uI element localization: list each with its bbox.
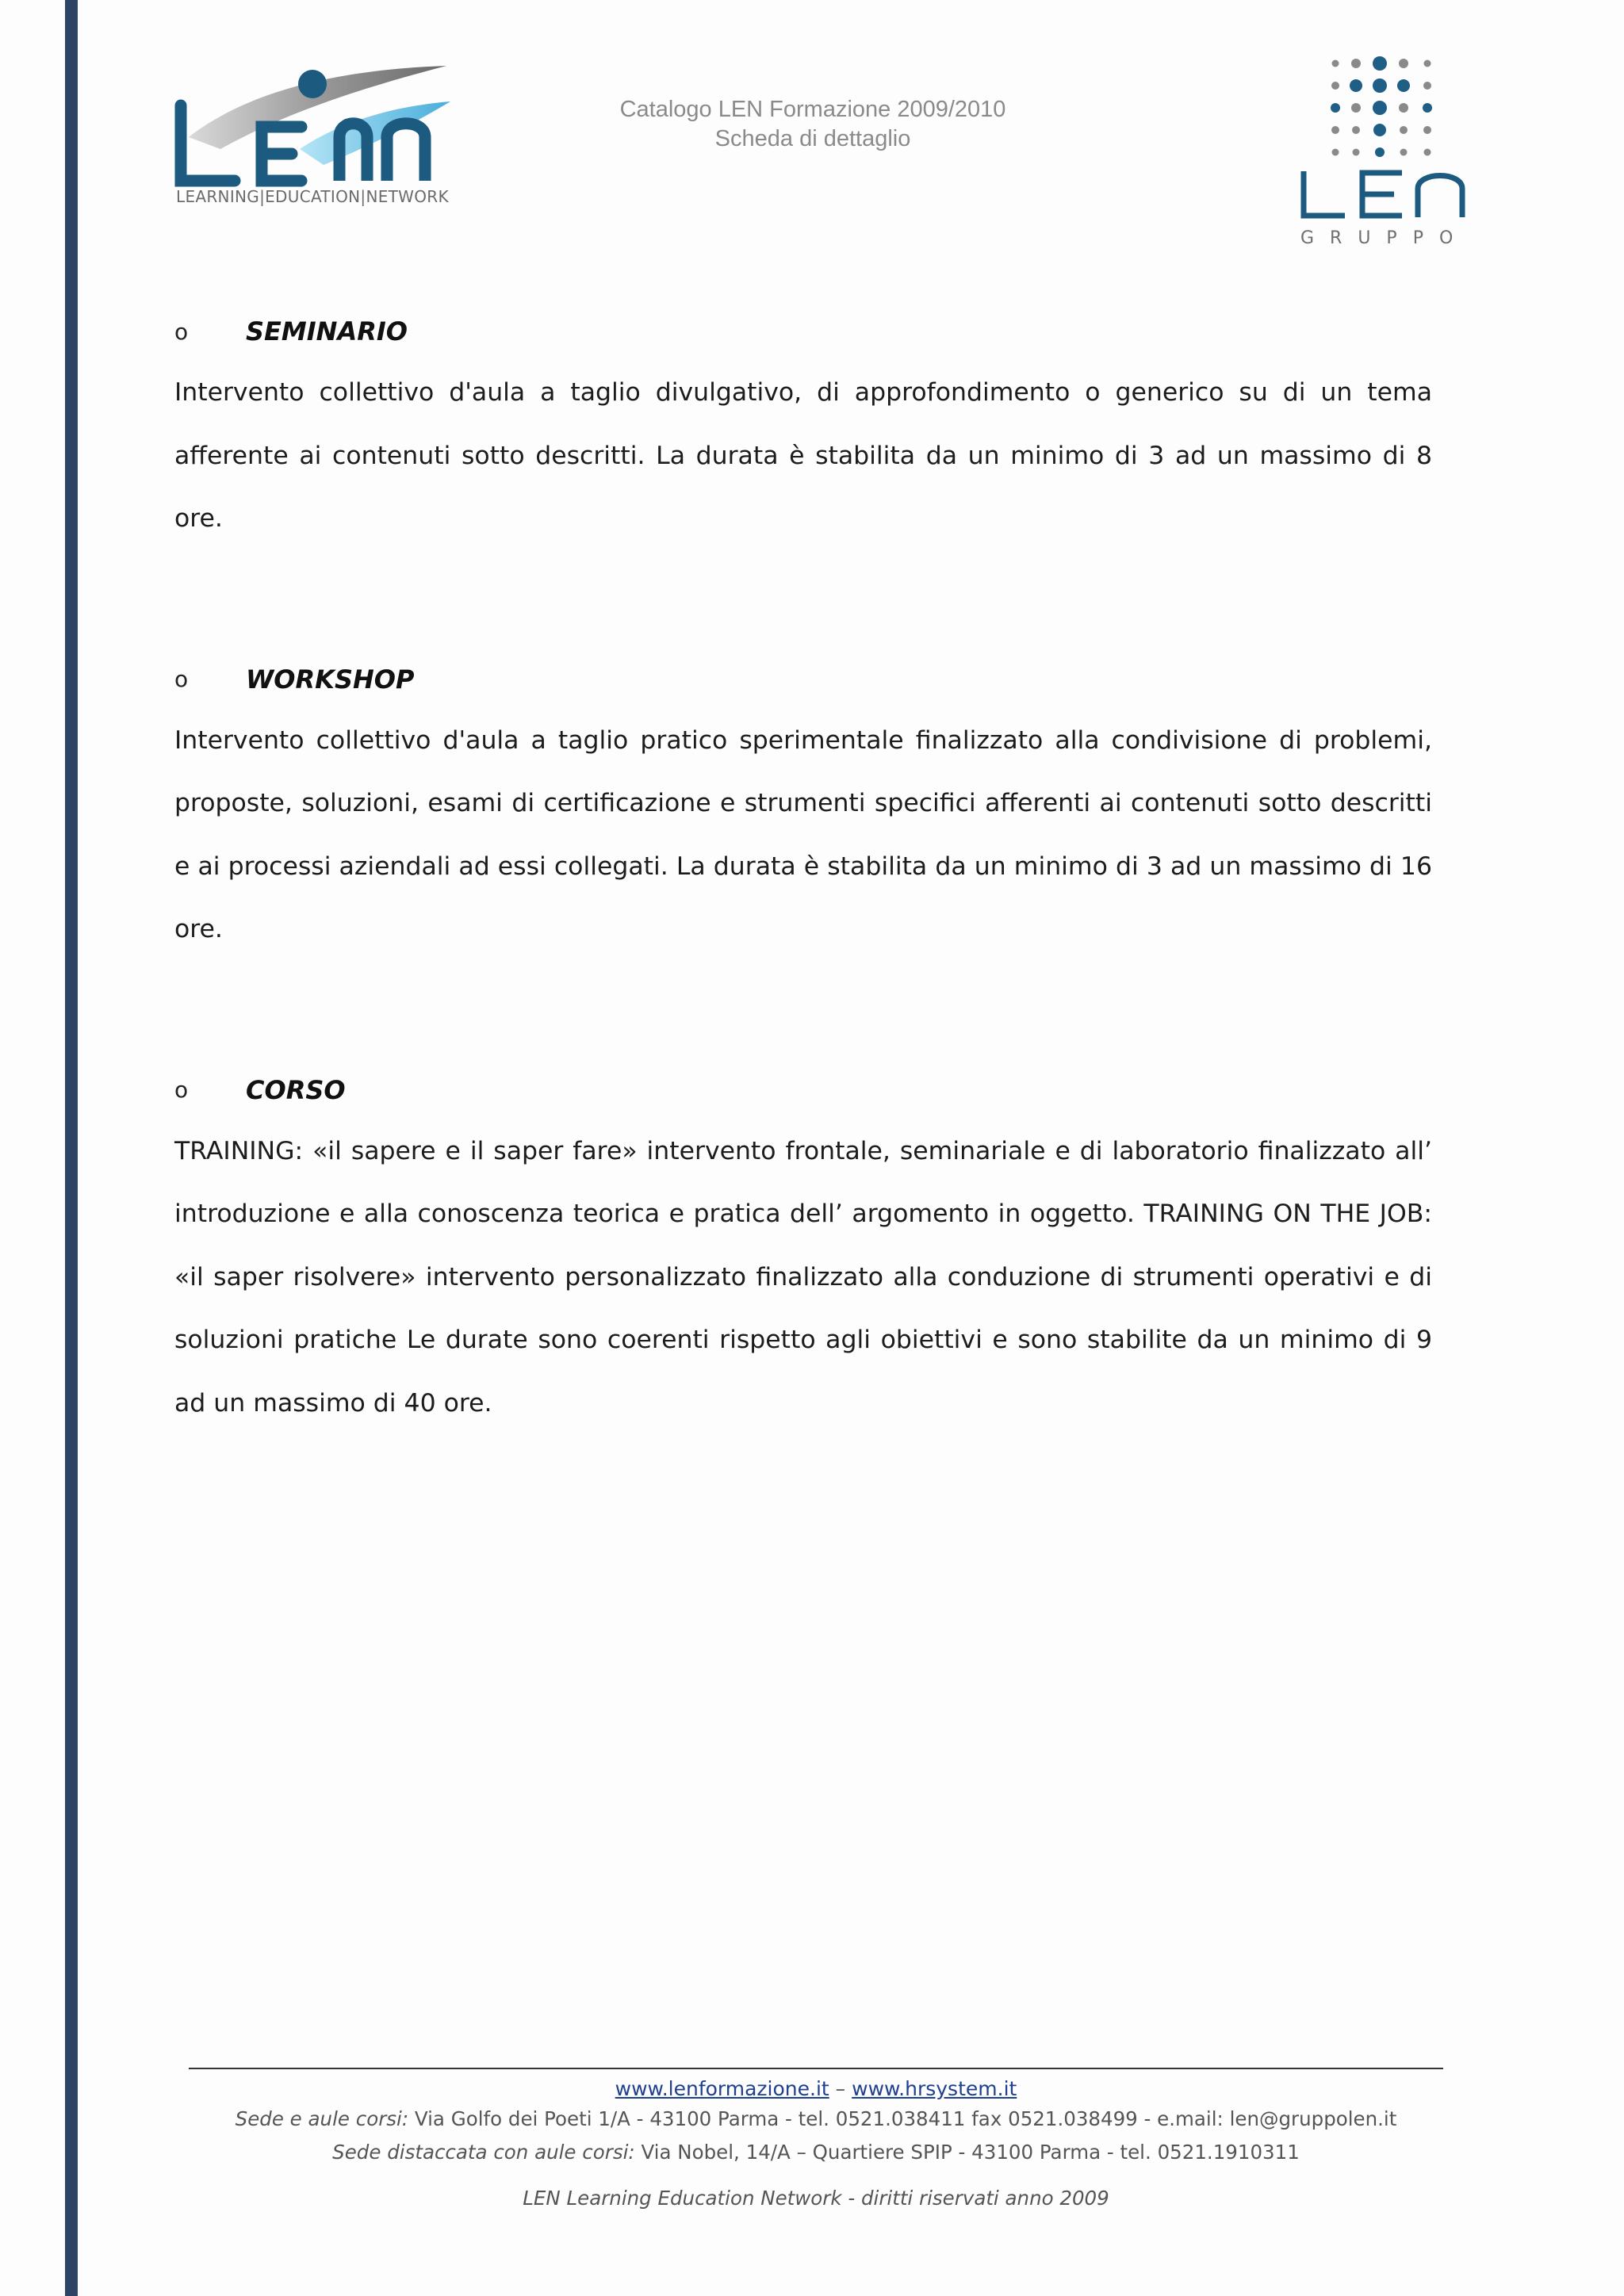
footer-address-main (189, 2103, 1443, 2136)
footer-rights: LEN Learning Education Network - diritti riservati anno 2009 (523, 2187, 1109, 2210)
footer-address-main-label: Sede e aule corsi: (235, 2107, 409, 2130)
bullet-icon: o (174, 1077, 189, 1103)
footer-address-secondary-text: Via Nobel, 14/A – Quartiere SPIP - 43100 Parma - tel. 0521.1910311 (634, 2141, 1300, 2164)
footer-address-main-text: Via Golfo dei Poeti 1/A - 43100 Parma - tel. 0521.038411 fax 0521.038499 - e.mail: len@gruppolen.it (408, 2107, 1397, 2130)
footer-address-secondary-label: Sede distaccata con aule corsi: (332, 2141, 635, 2164)
section-title: WORKSHOP (246, 664, 415, 695)
bullet-icon: o (174, 666, 189, 692)
footer-address-secondary (189, 2136, 1443, 2169)
section-text: Intervento collettivo d'aula a taglio pratico sperimentale finalizzato alla condivisione di problemi, proposte, soluzioni, esami di certificazione e strumenti specifici afferenti ai contenuti sotto descritti e ai processi aziendali ad essi collegati. La durata è stabilita da un minimo di 3 ad un massimo di 16 ore. (174, 725, 1432, 943)
dot-grid-icon (1294, 54, 1469, 165)
page-footer (189, 2076, 1443, 2210)
len-gruppo-subtitle: GRUPPO (1300, 228, 1469, 248)
lenformazione-link[interactable]: www.lenformazione.it (615, 2077, 829, 2100)
document-body (174, 301, 1432, 1435)
hrsystem-link[interactable]: www.hrsystem.it (852, 2077, 1017, 2100)
footer-link-separator: – (835, 2077, 846, 2100)
section-workshop (174, 649, 1432, 962)
len-gruppo-wordmark (1299, 168, 1467, 220)
bullet-icon: o (174, 318, 189, 345)
len-logo-tagline: LEARNING|EDUCATION|NETWORK (176, 187, 449, 206)
section-corso (174, 1060, 1432, 1436)
footer-divider (189, 2068, 1443, 2069)
section-text: Intervento collettivo d'aula a taglio divulgativo, di approfondimento o generico su di un tema afferente ai contenuti sotto descritti. La durata è stabilita da un minimo di 3 ad un massimo di 8 ore. (174, 378, 1432, 533)
catalog-subtitle: Scheda di dettaglio (714, 126, 911, 151)
section-title: SEMINARIO (246, 316, 408, 346)
section-seminario (174, 301, 1432, 551)
section-text: TRAINING: «il sapere e il saper fare» intervento frontale, seminariale e di laboratorio finalizzato all’ introduzione e alla conoscenza teorica e pratica dell’ argomento in oggetto. TRAINING ON THE JOB: «il saper risolvere» intervento personalizzato finalizzato alla conduzione di strumenti operativi e di soluzioni pratiche Le durate sono coerenti rispetto agli obiettivi e sono stabilite da un minimo di 9 ad un massimo di 40 ore. (174, 1136, 1432, 1418)
left-margin-bar (65, 0, 78, 2296)
document-header (555, 95, 1071, 154)
section-title: CORSO (246, 1074, 346, 1105)
catalog-title: Catalogo LEN Formazione 2009/2010 (619, 97, 1006, 122)
